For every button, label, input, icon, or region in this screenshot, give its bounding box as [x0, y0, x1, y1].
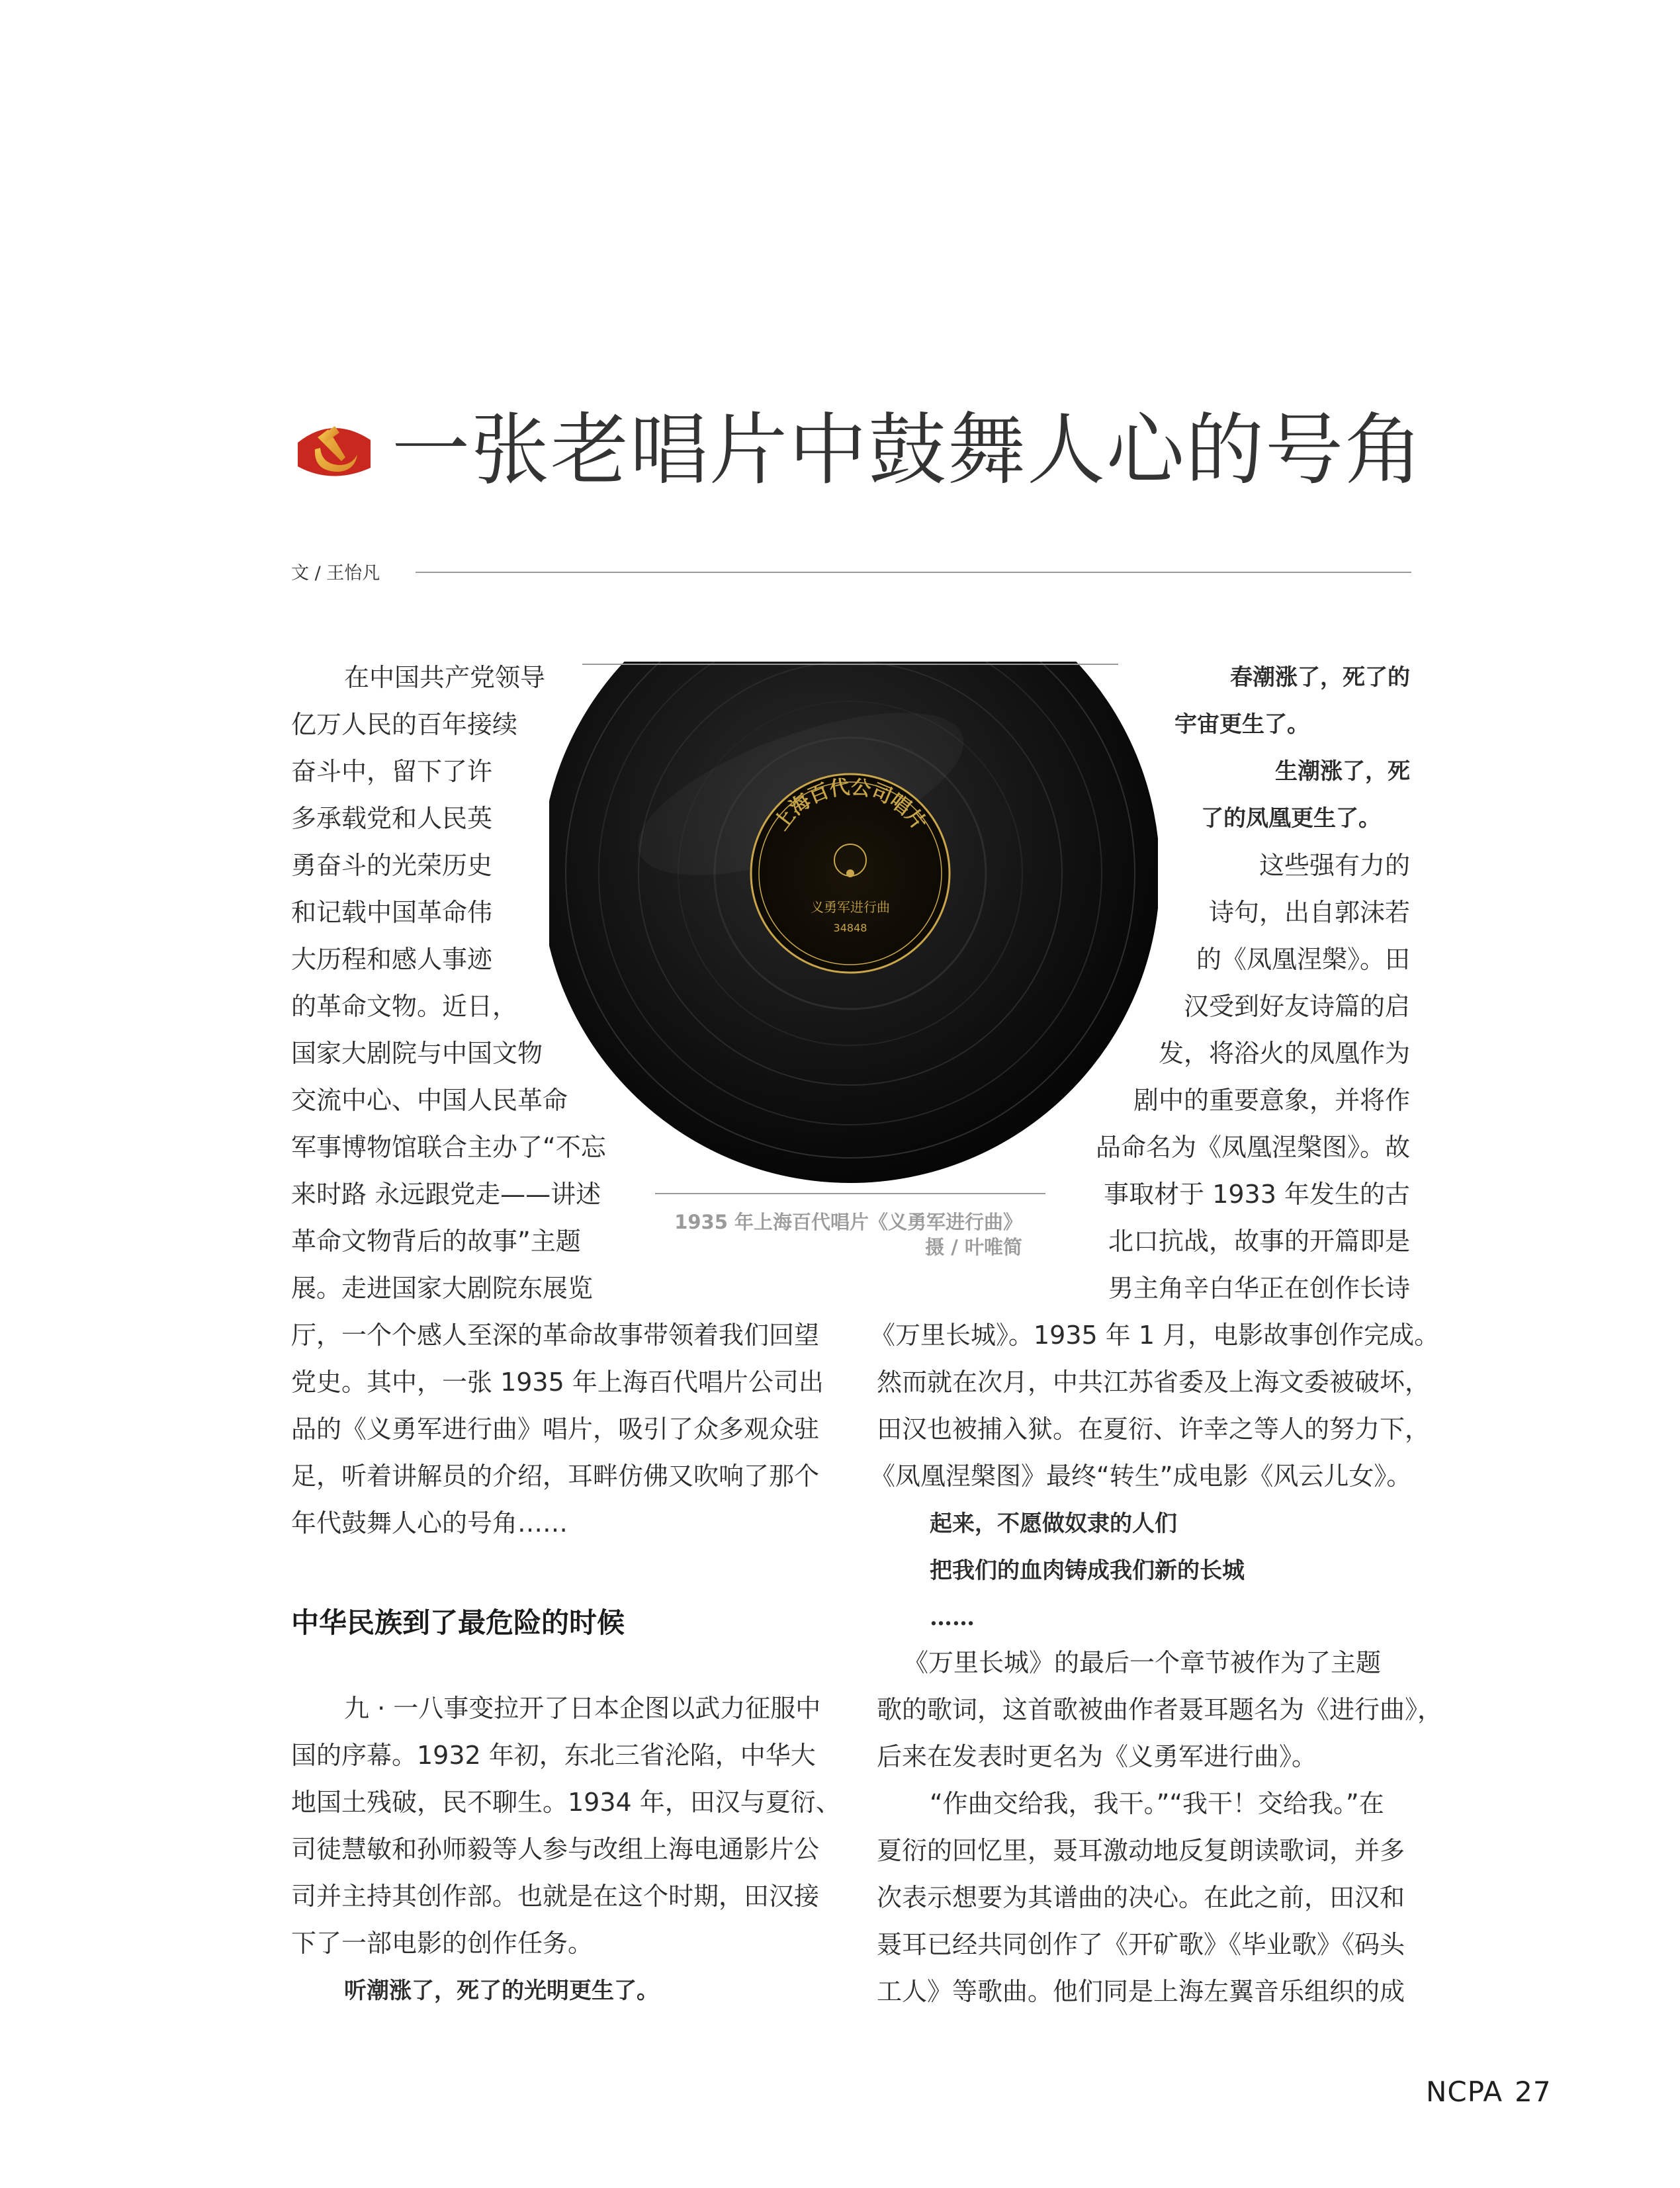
body-line: 司徒慧敏和孙师毅等人参与改组上海电通影片公: [291, 1835, 820, 1864]
body-line: 下了一部电影的创作任务。: [291, 1929, 594, 1958]
title-block: [291, 397, 1424, 503]
body-line: 足，听着讲解员的介绍，耳畔仿佛又吹响了那个: [291, 1462, 820, 1491]
poem-line: 春潮涨了，死了的: [1230, 664, 1410, 691]
body-line: 交流中心、中国人民革命: [291, 1086, 568, 1115]
body-line: 夏衍的回忆里，聂耳激动地反复朗读歌词，并多: [877, 1836, 1405, 1865]
body-line: 奋斗中，留下了许: [291, 757, 493, 786]
body-line: 的革命文物。近日，: [291, 992, 518, 1021]
body-line: 革命文物背后的故事”主题: [291, 1227, 581, 1256]
body-line: 的《凤凰涅槃》。田: [1196, 945, 1410, 974]
body-line: 多承载党和人民英: [291, 804, 493, 833]
body-line: 聂耳已经共同创作了《开矿歌》《毕业歌》《码头: [877, 1930, 1405, 1959]
body-line: 然而就在次月，中共江苏省委及上海文委被破坏，: [877, 1368, 1431, 1397]
body-line: 亿万人民的百年接续: [291, 710, 518, 739]
body-line: 国家大剧院与中国文物: [291, 1039, 543, 1068]
body-line: 勇奋斗的光荣历史: [291, 851, 493, 880]
body-line: 展。走进国家大剧院东展览: [291, 1274, 594, 1303]
body-line: 事取材于 1933 年发生的古: [1104, 1180, 1410, 1209]
label-arc-text: 上海百代公司唱片: [770, 775, 931, 835]
body-line: 工人》等歌曲。他们同是上海左翼音乐组织的成: [877, 1977, 1405, 2006]
body-line: 大历程和感人事迹: [291, 945, 493, 974]
body-line: 《凤凰涅槃图》最终“转生”成电影《风云儿女》。: [870, 1462, 1412, 1491]
body-line: 《万里长城》的最后一个章节被作为了主题: [903, 1648, 1382, 1677]
poem-line: 把我们的血肉铸成我们新的长城: [930, 1557, 1245, 1584]
body-line: 汉受到好友诗篇的启: [1183, 992, 1410, 1021]
body-line: 发，将浴火的凤凰作为: [1158, 1039, 1410, 1068]
poem-line: ……: [930, 1604, 975, 1631]
record-photo: [549, 662, 1158, 1204]
body-line: 和记载中国革命伟: [291, 898, 493, 927]
body-line: 在中国共产党领导: [344, 663, 546, 692]
poem-line: 宇宙更生了。: [1174, 711, 1309, 738]
body-line: 军事博物馆联合主办了“不忘: [291, 1133, 606, 1162]
body-line: 田汉也被捕入狱。在夏衍、许幸之等人的努力下，: [877, 1415, 1431, 1444]
body-line: 厅，一个个感人至深的革命故事带领着我们回望: [291, 1321, 820, 1350]
page-footer: [1426, 2076, 1552, 2108]
photo-top-rule: [582, 664, 1118, 665]
body-line: 《万里长城》。1935 年 1 月，电影故事创作完成。: [870, 1321, 1440, 1350]
body-line: 北口抗战，故事的开篇即是: [1108, 1227, 1410, 1256]
body-line: 剧中的重要意象，并将作: [1133, 1086, 1410, 1115]
body-line: 诗句，出自郭沫若: [1208, 898, 1410, 927]
body-line: 男主角辛白华正在创作长诗: [1108, 1274, 1410, 1303]
body-line: 次表示想要为其谱曲的决心。在此之前，田汉和: [877, 1883, 1405, 1912]
body-line: 歌的歌词，这首歌被曲作者聂耳题名为《进行曲》，: [877, 1695, 1443, 1724]
body-line: 后来在发表时更名为《义勇军进行曲》。: [877, 1742, 1317, 1771]
vinyl-record-image: [549, 662, 1158, 1204]
body-line: 品的《义勇军进行曲》唱片，吸引了众多观众驻: [291, 1415, 820, 1444]
photo-caption: [615, 1209, 1022, 1260]
body-line: 这些强有力的: [1259, 851, 1410, 880]
body-line: 年代鼓舞人心的号角……: [291, 1509, 568, 1538]
body-line: 品命名为《凤凰涅槃图》。故: [1095, 1133, 1410, 1162]
body-line: 来时路 永远跟党走——讲述: [291, 1180, 601, 1209]
label-number: 34848: [833, 922, 867, 934]
body-line: 司并主持其创作部。也就是在这个时期，田汉接: [291, 1882, 820, 1911]
caption-line-1: 1935 年上海百代唱片《义勇军进行曲》: [674, 1211, 1022, 1233]
caption-line-2: 摄 / 叶唯简: [925, 1236, 1022, 1258]
page-number: 27: [1515, 2076, 1552, 2108]
poem-line: 听潮涨了，死了的光明更生了。: [344, 1978, 659, 2004]
body-line: 党史。其中，一张 1935 年上海百代唱片公司出: [291, 1368, 824, 1397]
poem-line: 了的凤凰更生了。: [1201, 805, 1381, 832]
body-line: “作曲交给我，我干。”“我干！交给我。”在: [930, 1789, 1384, 1818]
byline: 文 / 王怡凡: [291, 563, 380, 584]
poem-line: 生潮涨了，死: [1275, 758, 1410, 785]
footer-brand: NCPA: [1426, 2076, 1503, 2108]
byline-rule: [416, 572, 1411, 573]
party-emblem-icon: [291, 411, 377, 489]
poem-line: 起来，不愿做奴隶的人们: [930, 1510, 1177, 1537]
section-heading: 中华民族到了最危险的时候: [291, 1606, 625, 1639]
caption-rule: [655, 1193, 1045, 1194]
body-line: 九 · 一八事变拉开了日本企图以武力征服中: [344, 1694, 821, 1723]
page-title: 一张老唱片中鼓舞人心的号角: [392, 404, 1425, 496]
label-title: 义勇军进行曲: [811, 899, 890, 915]
body-line: 地国土残破，民不聊生。1934 年，田汉与夏衍、: [291, 1788, 841, 1817]
body-line: 国的序幕。1932 年初，东北三省沦陷，中华大: [291, 1741, 816, 1770]
